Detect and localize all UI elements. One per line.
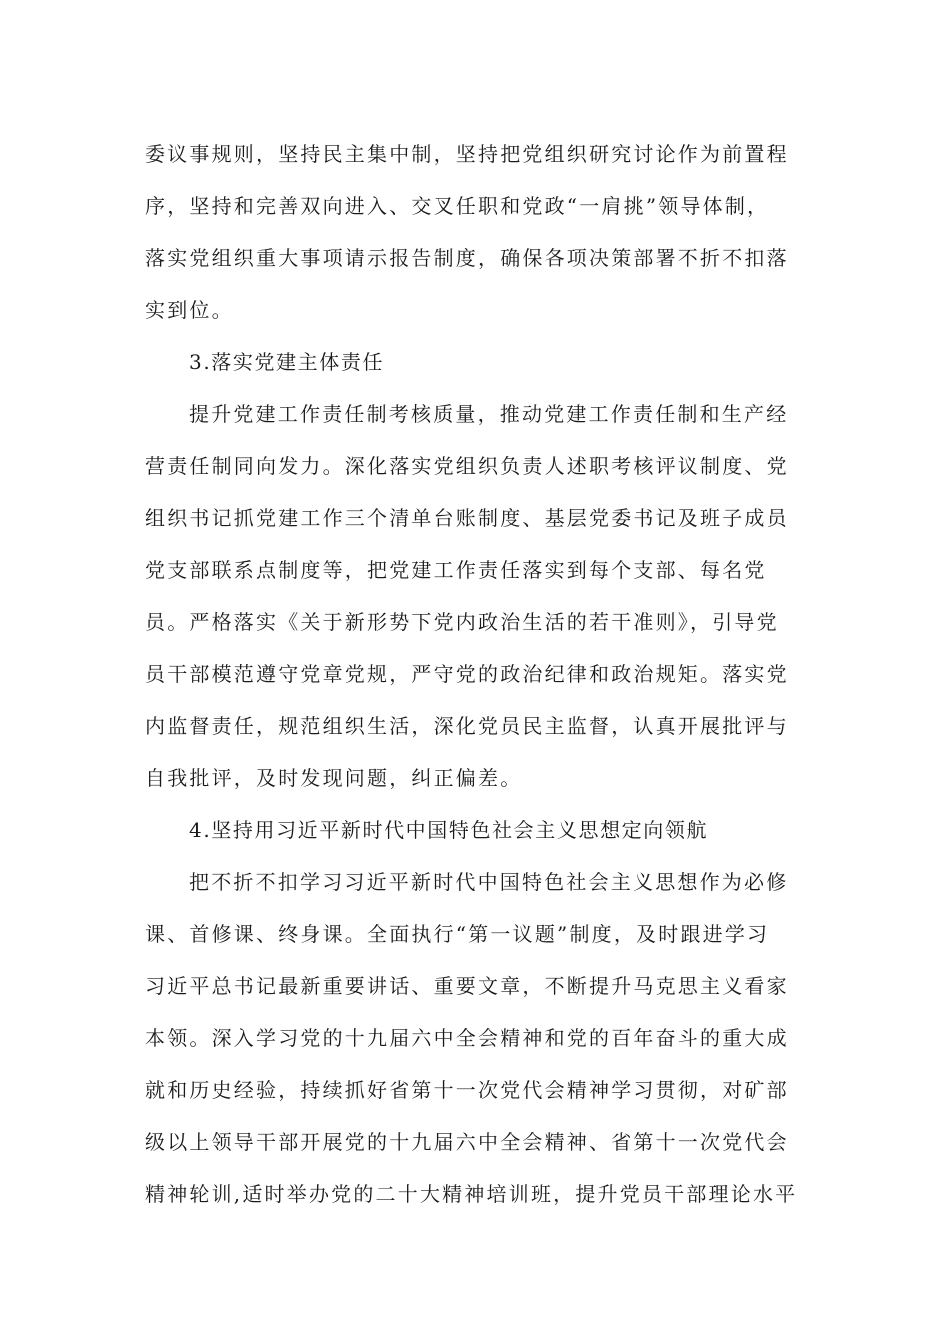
text-line: 精神轮训,适时举办党的二十大精神培训班，提升党员干部理论水平 — [145, 1182, 798, 1206]
text-line: 组织书记抓党建工作三个清单台账制度、基层党委书记及班子成员 — [145, 506, 789, 530]
text-line: 内监督责任，规范组织生活，深化党员民主监督，认真开展批评与 — [145, 714, 789, 738]
section-heading-4: 4.坚持用习近平新时代中国特色社会主义思想定向领航 — [189, 818, 709, 842]
text-line: 就和历史经验，持续抓好省第十一次党代会精神学习贯彻，对矿部 — [145, 1078, 789, 1102]
text-line: 委议事规则，坚持民主集中制，坚持把党组织研究讨论作为前置程 — [145, 142, 789, 166]
text-line: 员。严格落实《关于新形势下党内政治生活的若干准则》，引导党 — [145, 610, 779, 634]
text-line: 序，坚持和完善双向进入、交叉任职和党政“一肩挑”领导体制， — [145, 194, 770, 218]
text-line: 党支部联系点制度等，把党建工作责任落实到每个支部、每名党 — [145, 558, 767, 582]
text-line: 级以上领导干部开展党的十九届六中全会精神、省第十一次党代会 — [145, 1130, 789, 1154]
paragraph-2 — [145, 388, 805, 804]
text-line: 把不折不扣学习习近平新时代中国特色社会主义思想作为必修 — [189, 870, 789, 894]
text-line: 实到位。 — [145, 298, 234, 322]
text-line: 课、首修课、终身课。全面执行“第一议题”制度，及时跟进学习 — [145, 922, 770, 946]
section-heading-3: 3.落实党建主体责任 — [189, 350, 385, 374]
text-line: 落实党组织重大事项请示报告制度，确保各项决策部署不折不扣落 — [145, 246, 789, 270]
text-line: 习近平总书记最新重要讲话、重要文章，不断提升马克思主义看家 — [145, 974, 789, 998]
text-line: 自我批评，及时发现问题，纠正偏差。 — [145, 766, 523, 790]
document-body — [145, 128, 805, 1220]
paragraph-3 — [145, 856, 805, 1220]
text-line: 本领。深入学习党的十九届六中全会精神和党的百年奋斗的重大成 — [145, 1026, 789, 1050]
text-line: 营责任制同向发力。深化落实党组织负责人述职考核评议制度、党 — [145, 454, 789, 478]
paragraph-1 — [145, 128, 805, 336]
text-line: 提升党建工作责任制考核质量，推动党建工作责任制和生产经 — [189, 402, 789, 426]
text-line: 员干部模范遵守党章党规，严守党的政治纪律和政治规矩。落实党 — [145, 662, 789, 686]
